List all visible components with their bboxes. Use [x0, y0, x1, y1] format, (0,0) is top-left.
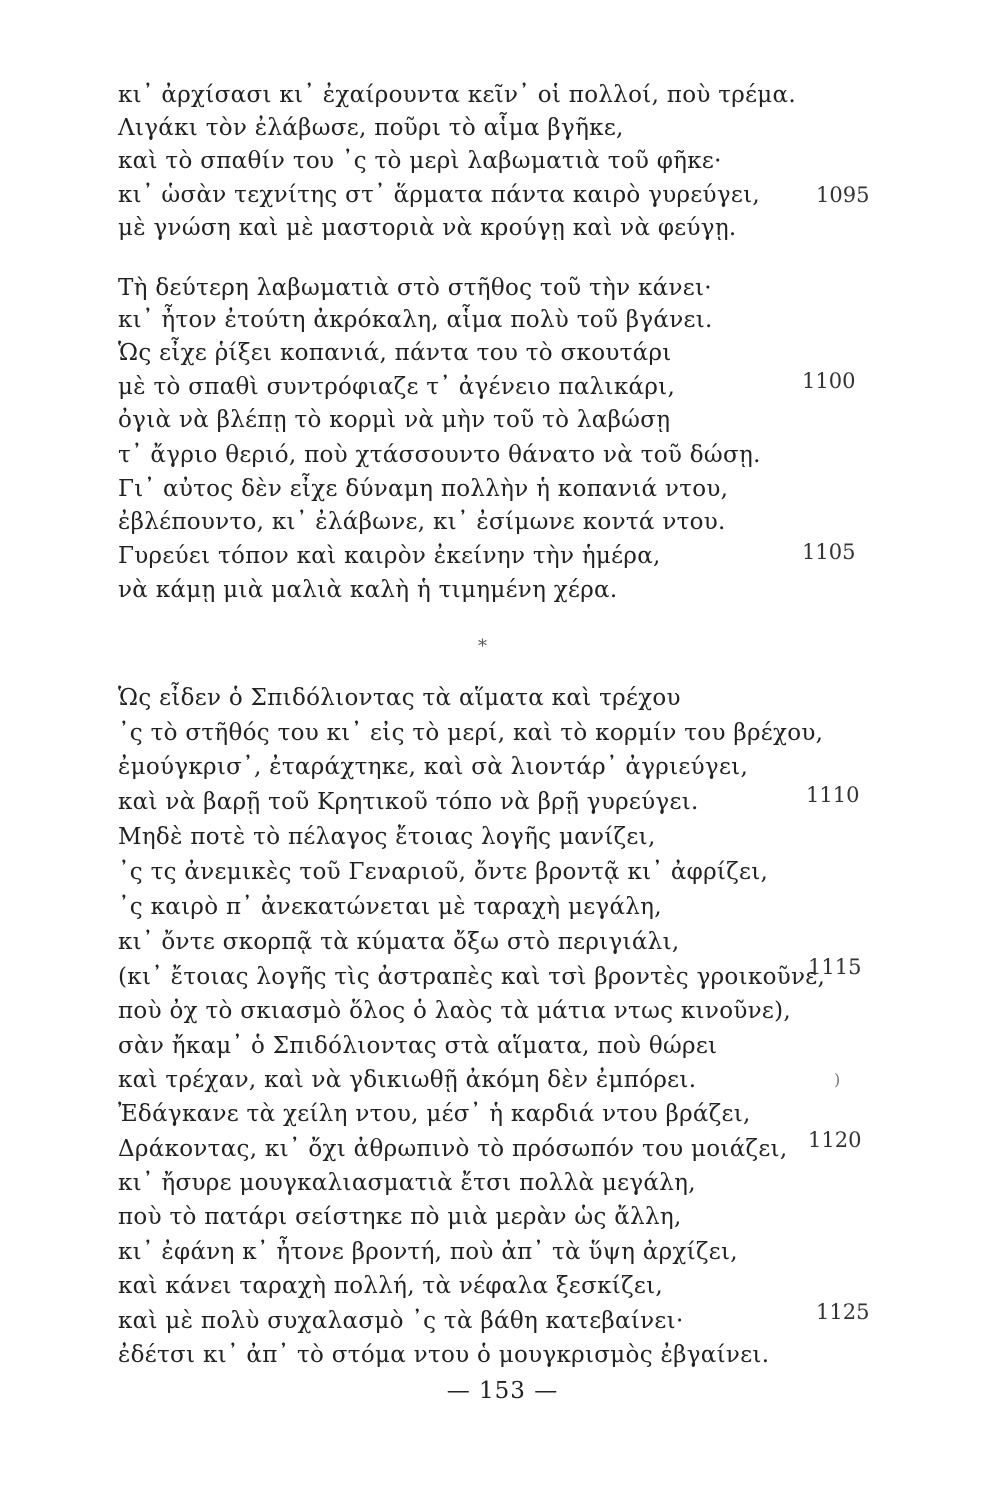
verse-line: ποὺ ὀχ τὸ σκιασμὸ ὅλος ὁ λαὸς τὰ μάτια ντως κινοῦνε), — [118, 998, 792, 1024]
line-number: 1115 — [808, 955, 862, 979]
page-number: — 153 — — [446, 1378, 559, 1404]
line-number: 1120 — [808, 1128, 862, 1152]
verse-line: καὶ τὸ σπαθίν του ᾽ς τὸ μερὶ λαβωματιὰ τοῦ φῆκε· — [118, 148, 722, 174]
line-number: 1125 — [816, 1300, 870, 1324]
verse-line: καὶ μὲ πολὺ συχαλασμὸ ᾽ς τὰ βάθη κατεβαίνει· — [118, 1308, 684, 1334]
verse-line: ᾽ς τὸ στῆθός του κι᾽ εἰς τὸ μερί, καὶ τὸ κορμίν του βρέχου, — [118, 720, 824, 746]
line-number: 1110 — [806, 783, 860, 807]
verse-line: κι᾽ ἐφάνη κ᾽ ἦτονε βροντή, ποὺ ἀπ᾽ τὰ ὕψη ἀρχίζει, — [118, 1239, 738, 1265]
line-number: 1095 — [816, 183, 870, 207]
verse-line: κι᾽ ἤσυρε μουγκαλιασματιὰ ἔτσι πολλὰ μεγάλη, — [118, 1170, 696, 1196]
verse-line: Ἐδάγκανε τὰ χείλη ντου, μέσ᾽ ἡ καρδιά ντου βράζει, — [118, 1101, 751, 1127]
verse-line: Ὡς εἶδεν ὁ Σπιδόλιοντας τὰ αἵματα καὶ τρέχου — [118, 685, 681, 711]
verse-line: κι᾽ ὡσὰν τεχνίτης στ᾽ ἅρματα πάντα καιρὸ γυρεύγει, — [118, 182, 761, 208]
verse-line: κι᾽ ἀρχίσασι κι᾽ ἐχαίρουντα κεῖν᾽ οἱ πολλοί, ποὺ τρέμα. — [118, 82, 796, 108]
verse-line: Τὴ δεύτερη λαβωματιὰ στὸ στῆθος τοῦ τὴν κάνει· — [118, 275, 712, 301]
verse-line: ἐμούγκρισ᾽, ἐταράχτηκε, καὶ σὰ λιοντάρ᾽ ἀγριεύγει, — [118, 754, 749, 780]
verse-line: ὀγιὰ νὰ βλέπῃ τὸ κορμὶ νὰ μὴν τοῦ τὸ λαβώσῃ — [118, 407, 671, 433]
line-number: 1100 — [802, 369, 856, 393]
verse-line: νὰ κάμῃ μιὰ μαλιὰ καλὴ ἡ τιμημένη χέρα. — [118, 577, 618, 603]
verse-line: Μηδὲ ποτὲ τὸ πέλαγος ἔτοιας λογῆς μανίζει, — [118, 824, 656, 850]
verse-line: καὶ τρέχαν, καὶ νὰ γδικιωθῇ ἀκόμη δὲν ἐμπόρει. — [118, 1067, 697, 1093]
verse-line: κι᾽ ἦτον ἐτούτη ἀκρόκαλη, αἷμα πολὺ τοῦ βγάνει. — [118, 307, 713, 333]
verse-line: Ὡς εἶχε ῥίξει κοπανιά, πάντα του τὸ σκουτάρι — [118, 340, 672, 366]
verse-line: ποὺ τὸ πατάρι σείστηκε πὸ μιὰ μερὰν ὡς ἄλλη, — [118, 1204, 682, 1230]
verse-line: ᾽ς καιρὸ π᾽ ἀνεκατώνεται μὲ ταραχὴ μεγάλη, — [118, 894, 662, 920]
verse-line: Γι᾽ αὐτος δὲν εἶχε δύναμη πολλὴν ἡ κοπανιά ντου, — [118, 476, 729, 502]
verse-line: καὶ κάνει ταραχὴ πολλή, τὰ νέφαλα ξεσκίζει, — [118, 1273, 664, 1299]
verse-line: μὲ γνώση καὶ μὲ μαστοριὰ νὰ κρούγῃ καὶ νὰ φεύγῃ. — [118, 215, 737, 241]
verse-line: καὶ νὰ βαρῇ τοῦ Κρητικοῦ τόπο νὰ βρῇ γυρεύγει. — [118, 789, 699, 815]
verse-line: ᾽ς τς ἀνεμικὲς τοῦ Γεναριοῦ, ὄντε βροντᾷ κι᾽ ἀφρίζει, — [118, 859, 769, 885]
margin-mark: ) — [834, 1070, 841, 1089]
verse-line: τ᾽ ἄγριο θεριό, ποὺ χτάσσουντο θάνατο νὰ τοῦ δώσῃ. — [118, 442, 761, 468]
verse-line: κι᾽ ὄντε σκορπᾷ τὰ κύματα ὄξω στὸ περιγιάλι, — [118, 929, 680, 955]
verse-line: ἐδέτσι κι᾽ ἀπ᾽ τὸ στόμα ντου ὁ μουγκρισμὸς ἐβγαίνει. — [118, 1342, 770, 1368]
line-number: 1105 — [802, 540, 856, 564]
verse-line: ἐβλέπουντο, κι᾽ ἐλάβωνε, κι᾽ ἐσίμωνε κοντά ντου. — [118, 509, 726, 535]
verse-line: σὰν ἤκαμ᾽ ὁ Σπιδόλιοντας στὰ αἵματα, ποὺ θώρει — [118, 1033, 718, 1059]
verse-line: Δράκοντας, κι᾽ ὄχι ἀθρωπινὸ τὸ πρόσωπόν του μοιάζει, — [118, 1136, 788, 1162]
verse-line: Γυρεύει τόπον καὶ καιρὸν ἐκείνην τὴν ἡμέρα, — [118, 543, 661, 569]
verse-line: Λιγάκι τὸν ἐλάβωσε, ποῦρι τὸ αἷμα βγῆκε, — [118, 115, 624, 141]
verse-line: μὲ τὸ σπαθὶ συντρόφιαζε τ᾽ ἀγένειο παλικάρι, — [118, 374, 676, 400]
verse-line: (κι᾽ ἔτοιας λογῆς τὶς ἀστραπὲς καὶ τσὶ βροντὲς γροικοῦνε, — [118, 964, 826, 990]
section-separator: * — [478, 636, 487, 657]
